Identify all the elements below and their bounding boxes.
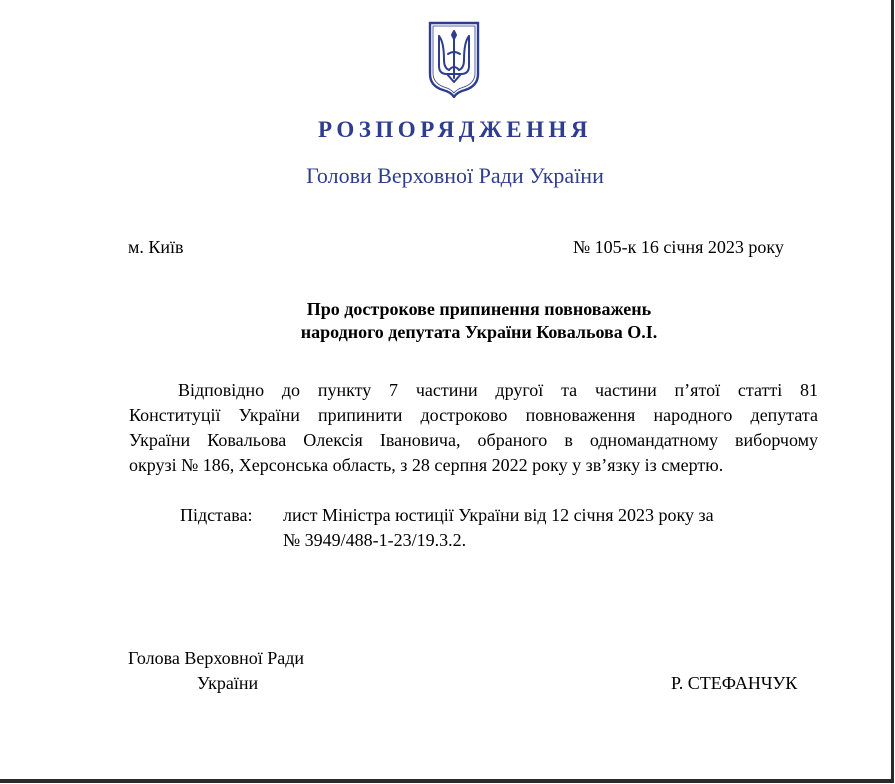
body-line: Відповідно до пункту 7 частини другої та частини п’ятої статті 81 bbox=[178, 380, 818, 400]
document-body bbox=[129, 378, 818, 478]
basis-label: Підстава: bbox=[180, 505, 253, 525]
document-number-date: № 105-к 16 січня 2023 року bbox=[573, 237, 784, 257]
body-line: окрузі № 186, Херсонська область, з 28 серпня 2022 року у зв’язку із смертю. bbox=[129, 455, 724, 475]
basis-text-line-1: лист Міністра юстиції України від 12 січня 2023 року за bbox=[283, 505, 714, 525]
document-type-heading: РОЗПОРЯДЖЕННЯ bbox=[317, 117, 593, 142]
city-label: м. Київ bbox=[128, 237, 184, 257]
issuer-heading: Голови Верховної Ради України bbox=[306, 163, 604, 188]
document-title-line-2: народного депутата України Ковальова О.І. bbox=[300, 322, 658, 342]
trident-coat-of-arms-icon bbox=[427, 20, 481, 98]
signatory-name: Р. СТЕФАНЧУК bbox=[671, 673, 798, 693]
body-line: Конституції України припинити достроково повноваження народного депутата bbox=[129, 405, 818, 425]
signatory-position-line-2: України bbox=[197, 673, 259, 693]
body-line: України Ковальова Олексія Івановича, обраного в одномандатному виборчому bbox=[129, 430, 818, 450]
signatory-position-line-1: Голова Верховної Ради bbox=[128, 648, 305, 668]
document-title-line-1: Про дострокове припинення повноважень bbox=[306, 299, 652, 319]
basis-text-line-2: № 3949/488-1-23/19.3.2. bbox=[283, 530, 467, 550]
